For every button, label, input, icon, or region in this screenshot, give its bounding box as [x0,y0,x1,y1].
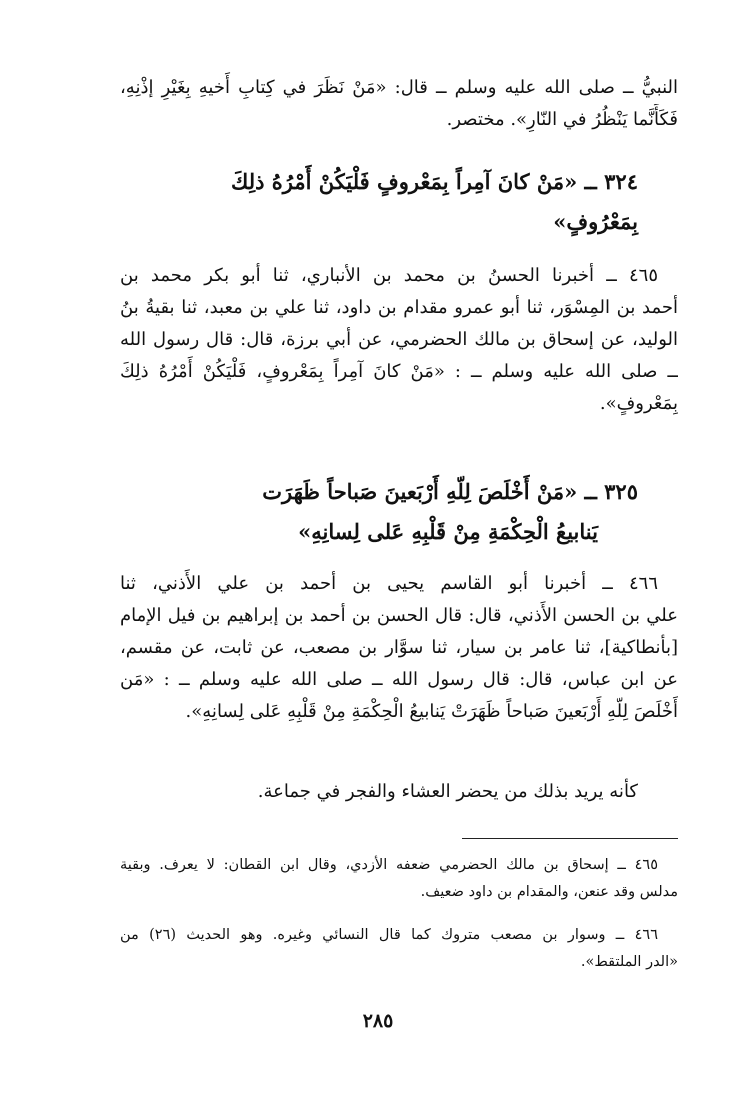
heading-line: يَنابيعُ الْحِكْمَةِ مِنْ قَلْبِهِ عَلى لِسانِهِ» [298,519,598,544]
footnote-line: مدلس وقد عنعن، والمقدام بن داود ضعيف. [420,884,678,900]
text-line: ٤٦٦ ــ أخبرنا أبو القاسم يحيى بن أحمد بن علي الأَذني، ثنا [120,573,658,594]
footnote-line: ٤٦٦ ــ وسوار بن مصعب متروك كما قال النسائي وغيره. وهو الحديث (٢٦) من [120,927,658,943]
text-line: النبيُّ ــ صلى الله عليه وسلم ــ قال: «مَنْ نَظَرَ في كِتابِ أَخيهِ بِغَيْرِ إذْنِهِ، [120,77,678,98]
hadith-465-paragraph [120,260,678,420]
heading-line: ٣٢٤ ــ «مَنْ كانَ آمِراً بِمَعْروفٍ فَلْيَكُنْ أَمْرُهُ ذلِكَ [231,169,638,194]
text-line: ــ صلى الله عليه وسلم ــ : «مَنْ كانَ آمِراً بِمَعْروفٍ، فَلْيَكُنْ أَمْرُهُ ذلِكَ [120,361,678,382]
page-number: ٢٨٥ [362,1010,394,1032]
comment-paragraph [120,776,678,808]
text-line: بِمَعْروفٍ». [599,393,678,414]
text-line: علي بن الحسن الأَذني، قال: قال الحسن بن أحمد بن إبراهيم بن فيل الإمام [120,605,678,626]
chapter-324-heading [120,162,678,242]
heading-line: ٣٢٥ ــ «مَنْ أَخْلَصَ لِلّهِ أَرْبَعينَ صَباحاً ظَهَرَت [262,479,638,504]
intro-paragraph [120,72,678,136]
hadith-466-paragraph [120,568,678,728]
heading-line: بِمَعْرُوفٍ» [553,209,638,234]
footnote-line: ٤٦٥ ــ إسحاق بن مالك الحضرمي ضعفه الأزدي، وقال ابن القطان: لا يعرف. وبقية [120,857,658,873]
text-line: أَخْلَصَ لِلّهِ أَرْبَعينَ صَباحاً ظَهَرَتْ يَنابيعُ الْحِكْمَةِ مِنْ قَلْبِهِ عَلى لِسانِهِ». [185,701,678,722]
footnote-line: «الدر الملتقط». [580,954,678,970]
chapter-325-heading [120,472,678,552]
text-line: كأنه يريد بذلك من يحضر العشاء والفجر في جماعة. [257,781,638,802]
footnote-466 [120,922,678,976]
text-line: عن ابن عباس، قال: قال رسول الله ــ صلى الله عليه وسلم ــ : «مَن [120,669,678,690]
text-line: الوليد، عن إسحاق بن مالك الحضرمي، عن أبي برزة، قال: قال رسول الله [120,329,678,350]
text-line: [بأنطاكية]، ثنا عامر بن سيار، ثنا سوَّار بن مصعب، عن ثابت، عن مقسم، [120,637,678,658]
text-line: ٤٦٥ ــ أخبرنا الحسنُ بن محمد بن الأنباري، ثنا أبو بكر محمد بن [120,265,658,286]
footnote-separator [462,838,678,839]
footnote-465 [120,852,678,906]
text-line: أحمد بن المِسْوَر، ثنا أبو عمرو مقدام بن داود، ثنا علي بن معبد، ثنا بقيةُ بنُ [120,297,678,318]
text-line: فَكَأَنَّما يَنْظُرُ في النّارِ». مختصر. [446,109,678,130]
